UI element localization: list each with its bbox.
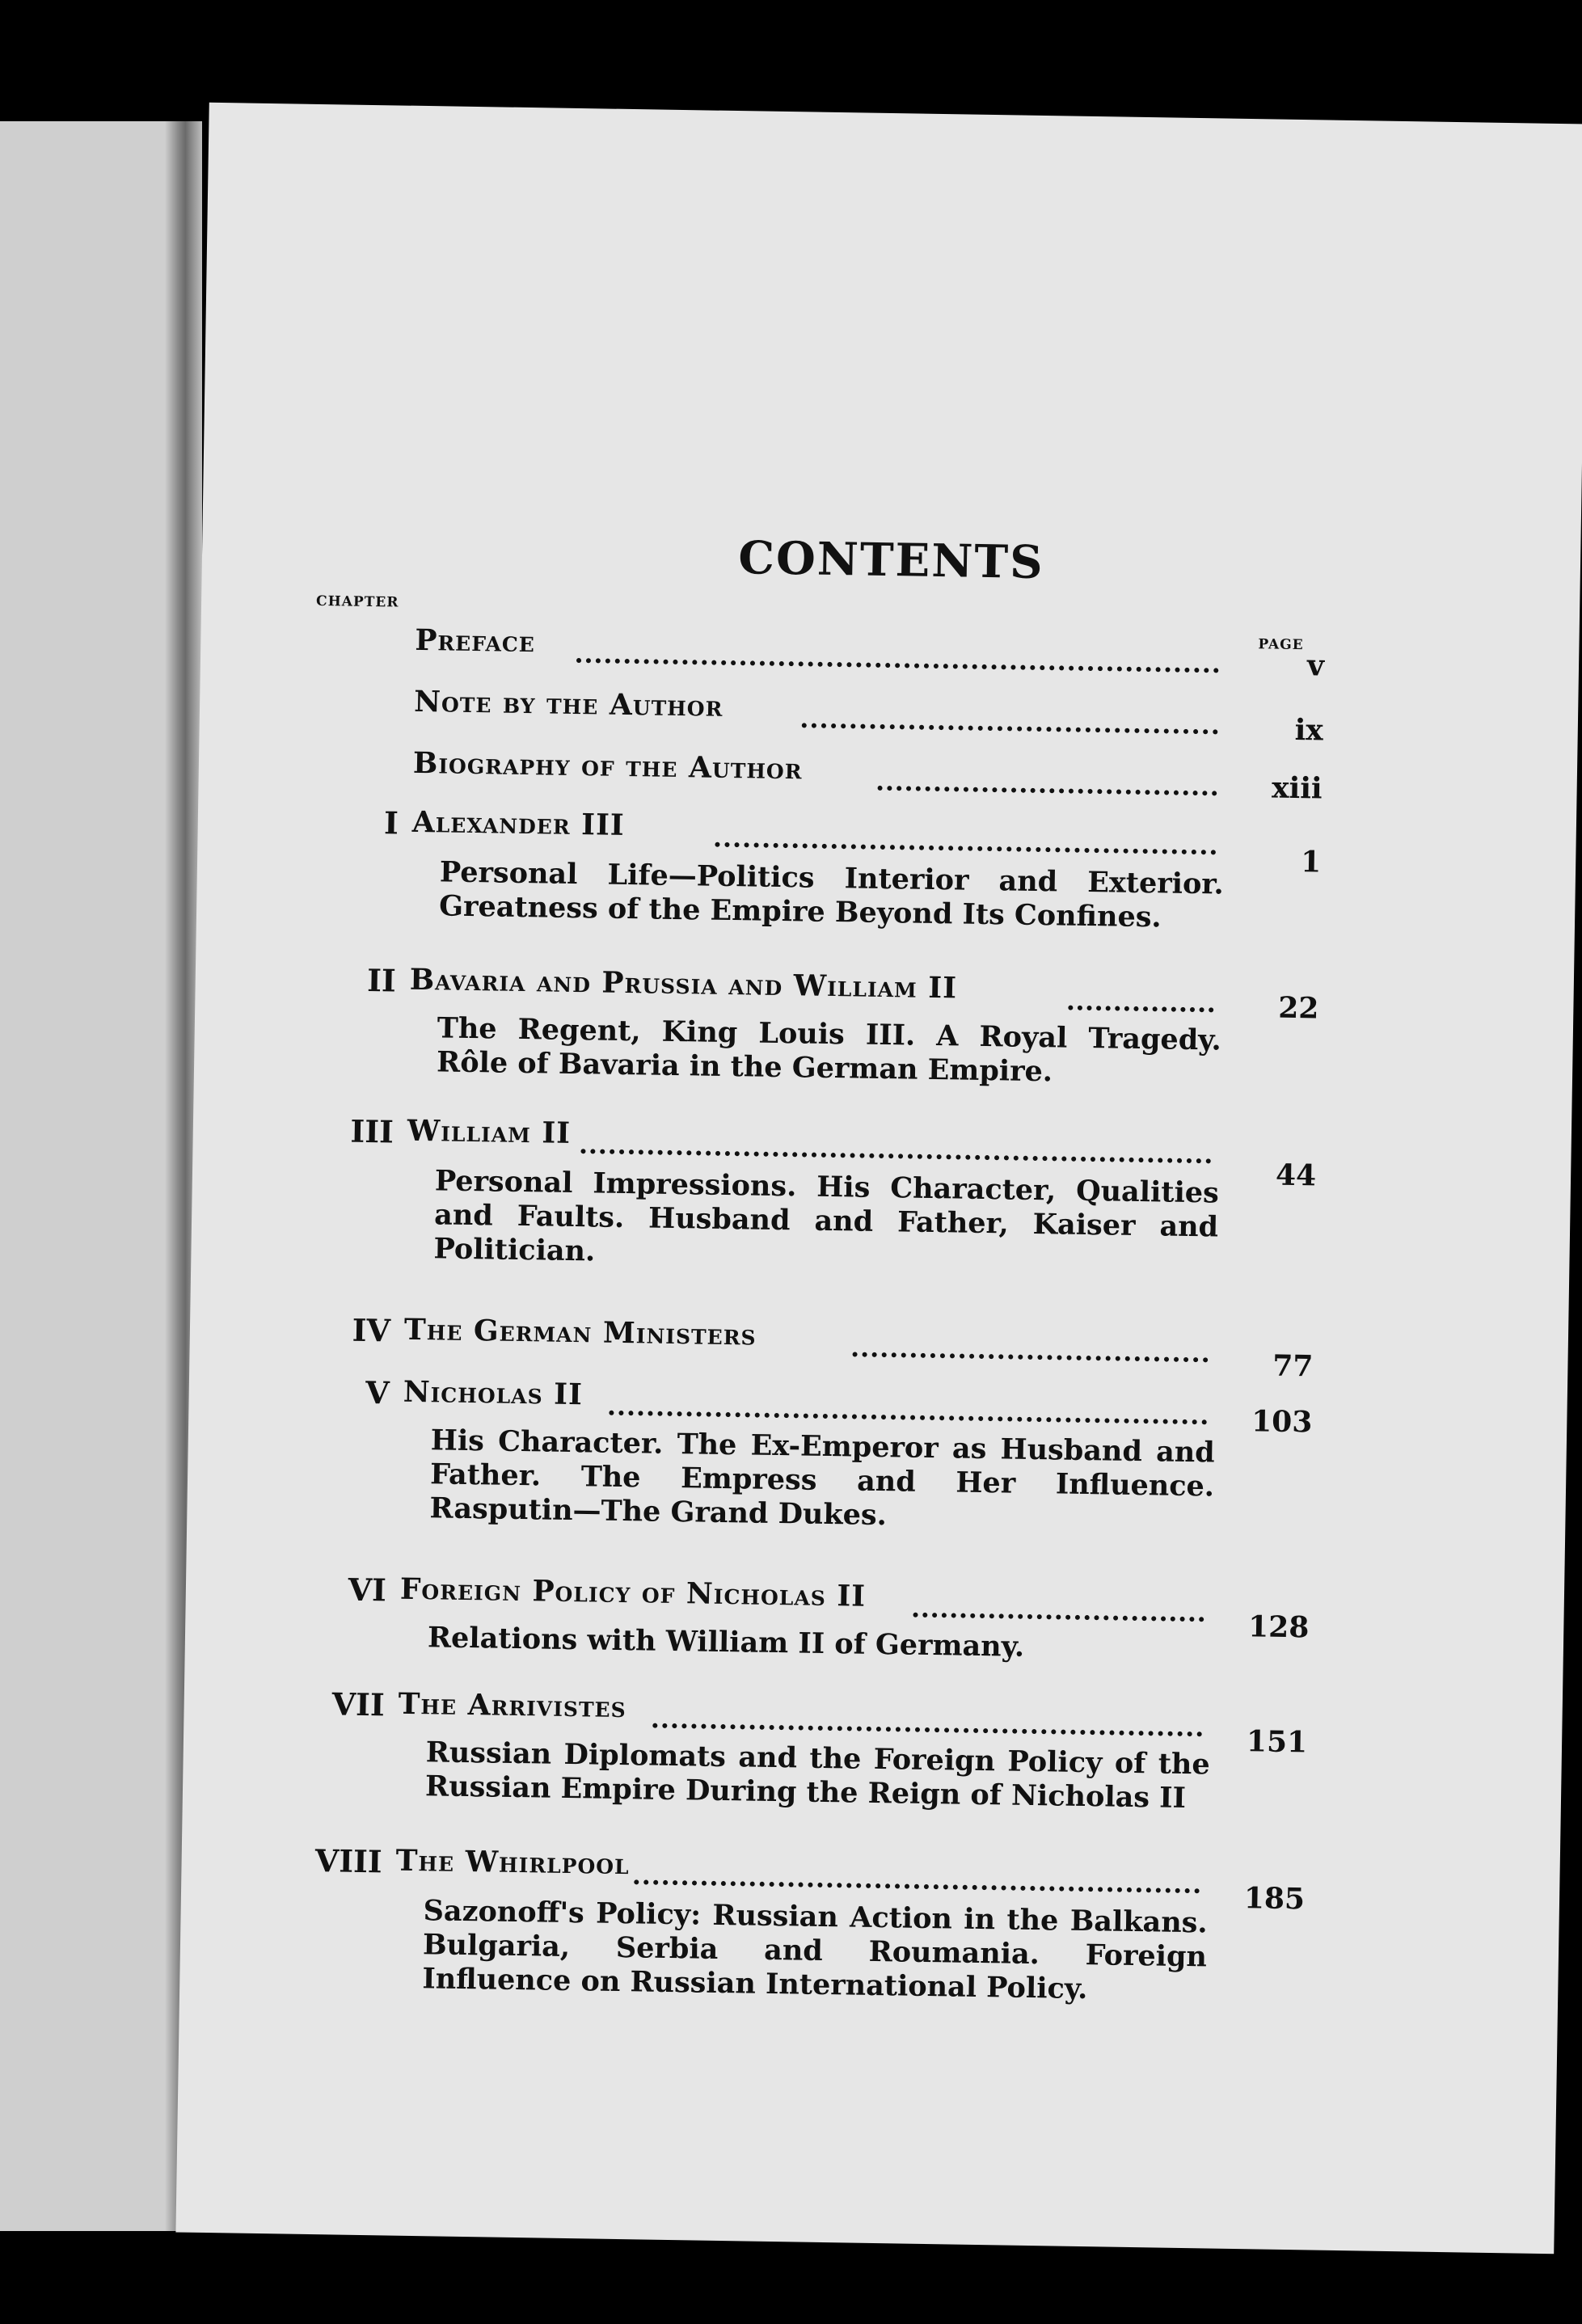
dot-leader: [580, 1116, 1212, 1163]
toc-entry: [199, 743, 1577, 806]
page-number: 1: [1300, 845, 1322, 879]
entry-title: Foreign Policy of Nicholas II: [399, 1571, 867, 1613]
toc-entry: [200, 681, 1579, 748]
dot-leader: [878, 753, 1218, 796]
dot-leader: [576, 626, 1220, 673]
entry-title: Note by the Author: [413, 684, 724, 723]
chapter-number: V: [365, 1374, 390, 1411]
chapter-number: VI: [348, 1571, 387, 1609]
chapter-number: II: [366, 961, 397, 999]
toc-entry: [186, 1569, 1564, 1664]
page-number: v: [1306, 648, 1325, 683]
toc-entry: [193, 1111, 1571, 1268]
dot-leader: [1068, 973, 1214, 1013]
page-number: 77: [1272, 1348, 1314, 1384]
chapter-number: VIII: [314, 1842, 382, 1880]
dot-leader: [853, 1319, 1209, 1362]
entry-title: The Arrivistes: [398, 1686, 627, 1725]
page-number: 151: [1246, 1724, 1308, 1760]
page-number: 44: [1275, 1158, 1317, 1193]
dot-leader: [715, 810, 1217, 855]
entry-description: His Character. The Ex-Emperor as Husband and Father. The Empress and Her Influence. Rasputin—The Grand Dukes.: [429, 1424, 1216, 1533]
chapter-number: III: [350, 1112, 394, 1150]
dot-leader: [802, 690, 1219, 734]
page-number: xiii: [1271, 770, 1323, 806]
entry-title: Alexander III: [411, 804, 626, 842]
chapter-number: VII: [331, 1685, 386, 1723]
entry-title: Nicholas II: [403, 1374, 584, 1412]
entry-description: The Regent, King Louis III. A Royal Tragedy. Rôle of Bavaria in the German Empire.: [436, 1011, 1222, 1089]
chapter-column-label: CHAPTER: [315, 593, 399, 611]
entry-description: Relations with William II of Germany.: [427, 1621, 1025, 1664]
page-title: CONTENTS: [737, 531, 1045, 590]
page-number: ix: [1294, 712, 1324, 748]
entry-title: Bavaria and Prussia and William II: [409, 962, 958, 1006]
page-number: 22: [1277, 990, 1319, 1026]
toc-entry: [189, 1372, 1567, 1533]
facing-page: [0, 121, 192, 2231]
page-number: 185: [1243, 1881, 1306, 1917]
entry-title: Biography of the Author: [412, 745, 803, 787]
toc-entry: [182, 1841, 1560, 2006]
page-number: 103: [1251, 1404, 1313, 1440]
toc-entry: [190, 1310, 1568, 1384]
entry-title: The German Ministers: [403, 1312, 757, 1352]
dot-leader: [634, 1847, 1200, 1893]
entry-description: Sazonoff's Policy: Russian Action in the Balkans. Bulgaria, Serbia and Roumania. Foreign Influence on Russian International Policy.: [422, 1894, 1208, 2006]
entry-description: Personal Life—Politics Interior and Exterior. Greatness of the Empire Beyond Its Confines.: [438, 855, 1225, 934]
entry-title: The Whirlpool: [395, 1843, 630, 1882]
entry-description: Personal Impressions. His Character, Qualities and Faults. Husband and Father, Kaiser and Politician.: [433, 1164, 1220, 1268]
toc-entry: [196, 960, 1574, 1089]
toc-entry: [198, 802, 1576, 934]
dot-leader: [609, 1378, 1208, 1425]
dot-leader: [913, 1580, 1204, 1622]
page-column-label: PAGE: [1258, 636, 1304, 654]
page-number: 128: [1247, 1609, 1310, 1645]
entry-title: William II: [407, 1113, 572, 1150]
dot-leader: [652, 1691, 1203, 1737]
contents-page: [175, 103, 1582, 2254]
entry-description: Russian Diplomats and the Foreign Policy of the Russian Empire During the Reign of Nicholas II: [424, 1736, 1210, 1816]
chapter-number: IV: [352, 1311, 391, 1349]
chapter-number: I: [383, 804, 399, 841]
entry-title: Preface: [415, 622, 536, 660]
toc-entry: [184, 1684, 1563, 1816]
